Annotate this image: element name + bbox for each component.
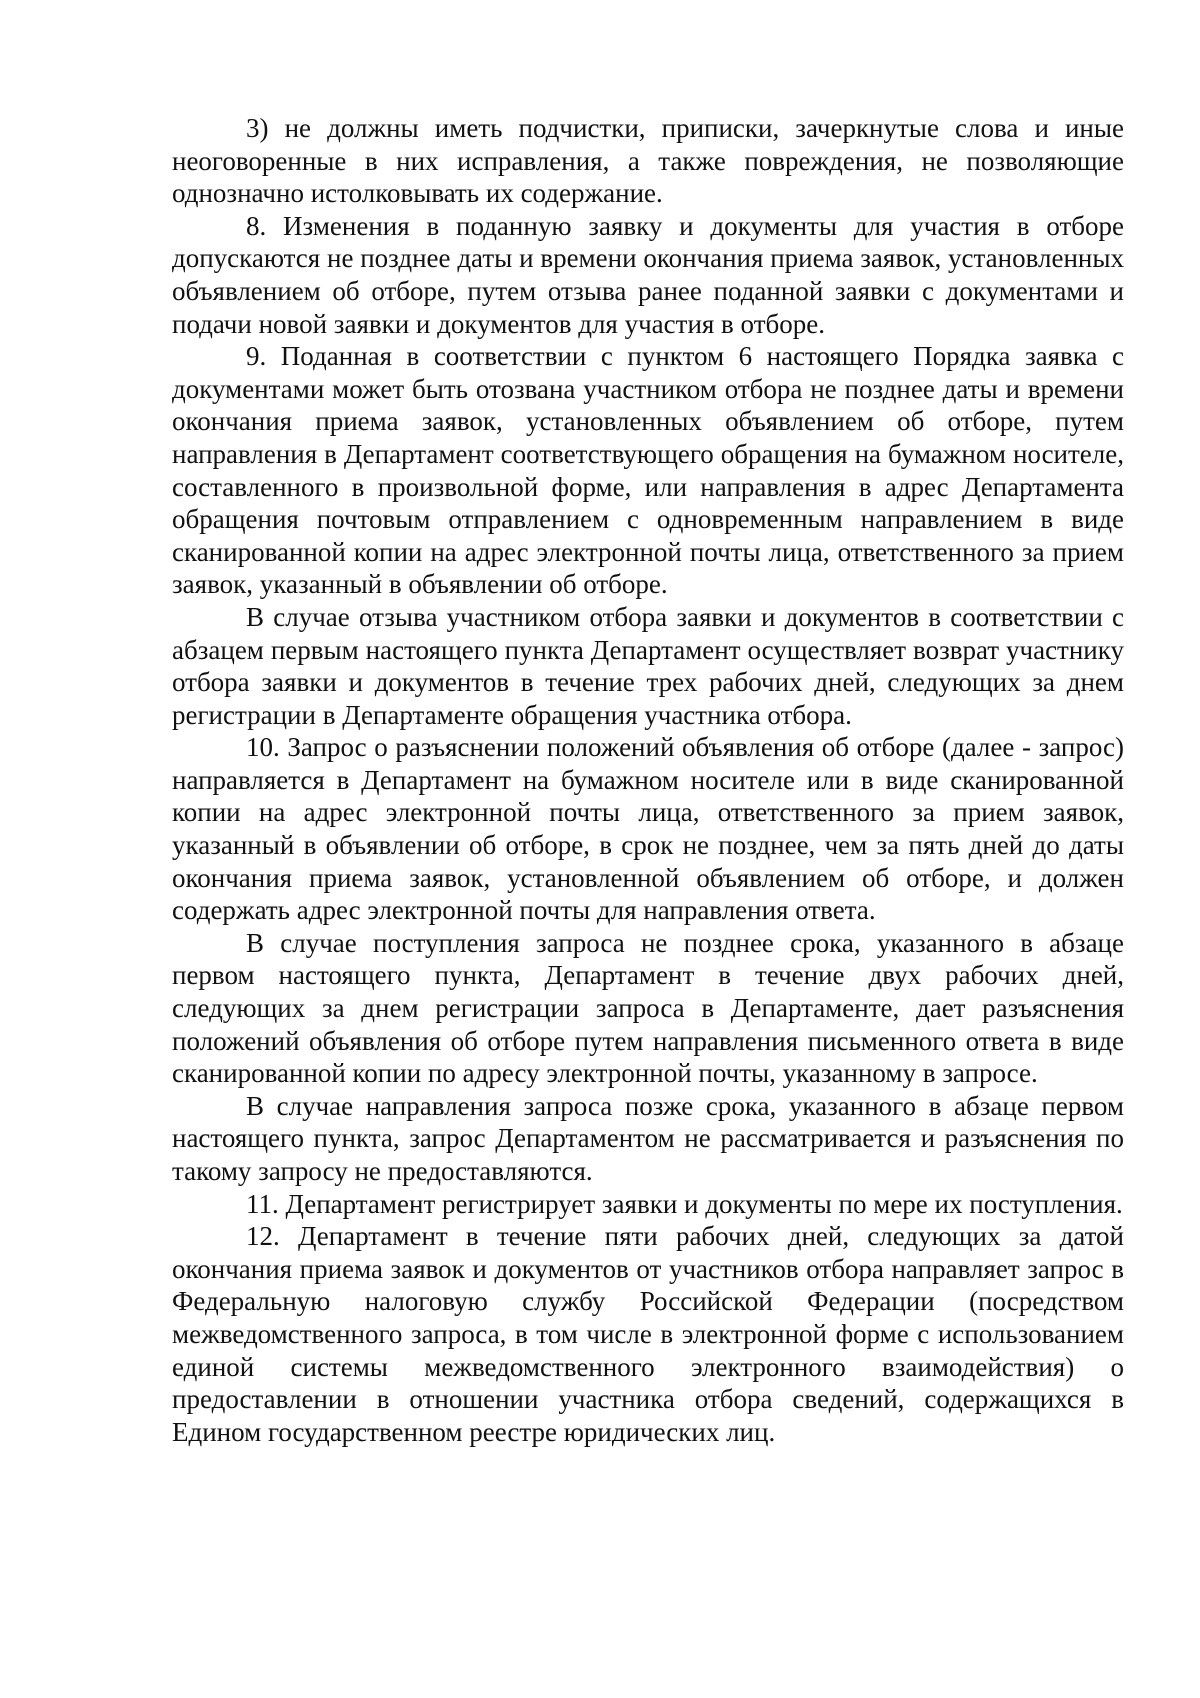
paragraph-clause-10-timely-request: В случае поступления запроса не позднее срока, указанного в абзаце первом настоящего пункта, Департамент в течение двух рабочих дней, следующих за днем регистрации запроса в Департаменте, дает разъяснения положений объявления об отборе путем направления письменного ответа в виде сканированной копии по адресу электронной почты, указанному в запросе.	[172, 927, 1124, 1089]
paragraph-clause-12: 12. Департамент в течение пяти рабочих дней, следующих за датой окончания приема заявок и документов от участников отбора направляет запрос в Федеральную налоговую службу Российской Федерации (посредством межведомственного запроса, в том числе в электронной форме с использованием единой системы межведомственного электронного взаимодействия) о предоставлении в отношении участника отбора сведений, содержащихся в Едином государственном реестре юридических лиц.	[172, 1221, 1124, 1447]
paragraph-clause-8: 8. Изменения в поданную заявку и документы для участия в отборе допускаются не позднее даты и времени окончания приема заявок, установленных объявлением об отборе, путем отзыва ранее поданной заявки с документами и подачи новой заявки и документов для участия в отборе.	[172, 210, 1124, 339]
paragraph-clause-10: 10. Запрос о разъяснении положений объявления об отборе (далее - запрос) направляется в Департамент на бумажном носителе или в виде сканированной копии на адрес электронной почты лица, ответственного за прием заявок, указанный в объявлении об отборе, в срок не позднее, чем за пять дней до даты окончания приема заявок, установленной объявлением об отборе, и должен содержать адрес электронной почты для направления ответа.	[172, 732, 1124, 926]
paragraph-clause-10-late-request: В случае направления запроса позже срока, указанного в абзаце первом настоящего пункта, запрос Департаментом не рассматривается и разъяснения по такому запросу не предоставляются.	[172, 1090, 1124, 1186]
paragraph-item-3: 3) не должны иметь подчистки, приписки, зачеркнутые слова и иные неоговоренные в них исправления, а также повреждения, не позволяющие однозначно истолковывать их содержание.	[172, 113, 1124, 209]
paragraph-clause-9-withdrawal: В случае отзыва участником отбора заявки и документов в соответствии с абзацем первым настоящего пункта Департамент осуществляет возврат участнику отбора заявки и документов в течение трех рабочих дней, следующих за днем регистрации в Департаменте обращения участника отбора.	[172, 601, 1124, 730]
paragraph-clause-9: 9. Поданная в соответствии с пунктом 6 настоящего Порядка заявка с документами может быть отозвана участником отбора не позднее даты и времени окончания приема заявок, установленных объявлением об отборе, путем направления в Департамент соответствующего обращения на бумажном носителе, составленного в произвольной форме, или направления в адрес Департамента обращения почтовым отправлением с одновременным направлением в виде сканированной копии на адрес электронной почты лица, ответственного за прием заявок, указанный в объявлении об отборе.	[172, 341, 1124, 600]
paragraph-clause-11: 11. Департамент регистрирует заявки и документы по мере их поступления.	[246, 1188, 1123, 1219]
document-page	[172, 112, 1124, 1448]
